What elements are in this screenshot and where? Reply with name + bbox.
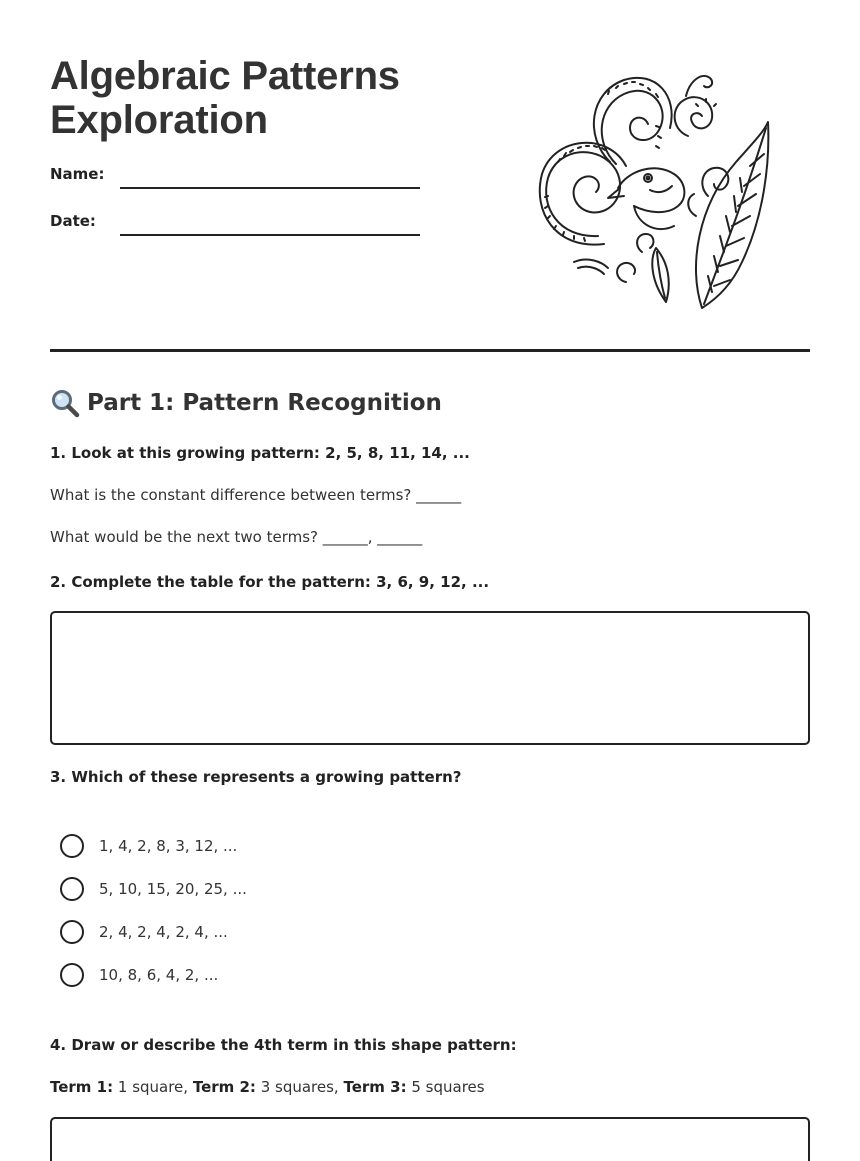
header-divider (50, 349, 810, 352)
question-4-prompt: 4. Draw or describe the 4th term in this shape pattern: (50, 1036, 517, 1054)
worksheet-title (50, 54, 470, 142)
question-4-answer-box[interactable] (50, 1117, 810, 1161)
option-label: 5, 10, 15, 20, 25, ... (99, 880, 247, 898)
name-field[interactable] (120, 187, 420, 189)
term-3-value: 5 squares (406, 1078, 485, 1096)
radio-button[interactable] (60, 877, 84, 901)
question-3-prompt: 3. Which of these represents a growing pattern? (50, 768, 462, 786)
date-label: Date: (50, 212, 96, 230)
question-1-prompt: 1. Look at this growing pattern: 2, 5, 8, 11, 14, ... (50, 444, 470, 462)
name-label: Name: (50, 165, 105, 183)
term-1-value: 1 square, (113, 1078, 193, 1096)
question-3-option-2[interactable] (60, 877, 247, 901)
title-line-1: Algebraic Patterns (50, 54, 400, 98)
date-field[interactable] (120, 234, 420, 236)
question-3-option-3[interactable] (60, 920, 228, 944)
question-1-line-1: What is the constant difference between terms? ______ (50, 486, 462, 504)
option-label: 1, 4, 2, 8, 3, 12, ... (99, 837, 238, 855)
term-3-label: Term 3: (343, 1078, 407, 1096)
term-2-value: 3 squares, (255, 1078, 344, 1096)
term-1-label: Term 1: (50, 1078, 114, 1096)
question-4-terms (50, 1078, 485, 1096)
term-2-label: Term 2: (192, 1078, 256, 1096)
question-1-line-2: What would be the next two terms? ______, ______ (50, 528, 423, 546)
question-3-option-1[interactable] (60, 834, 237, 858)
radio-button[interactable] (60, 963, 84, 987)
part1-title: Part 1: Pattern Recognition (87, 390, 442, 416)
bird-swirl-illustration (538, 66, 778, 312)
radio-button[interactable] (60, 834, 84, 858)
option-label: 10, 8, 6, 4, 2, ... (99, 966, 219, 984)
option-label: 2, 4, 2, 4, 2, 4, ... (99, 923, 228, 941)
question-2-answer-box[interactable] (50, 611, 810, 745)
magnifier-icon (50, 388, 80, 418)
question-3-option-4[interactable] (60, 963, 218, 987)
radio-button[interactable] (60, 920, 84, 944)
title-line-2: Exploration (50, 98, 268, 142)
question-2-prompt: 2. Complete the table for the pattern: 3, 6, 9, 12, ... (50, 573, 490, 591)
part1-heading (50, 388, 442, 418)
